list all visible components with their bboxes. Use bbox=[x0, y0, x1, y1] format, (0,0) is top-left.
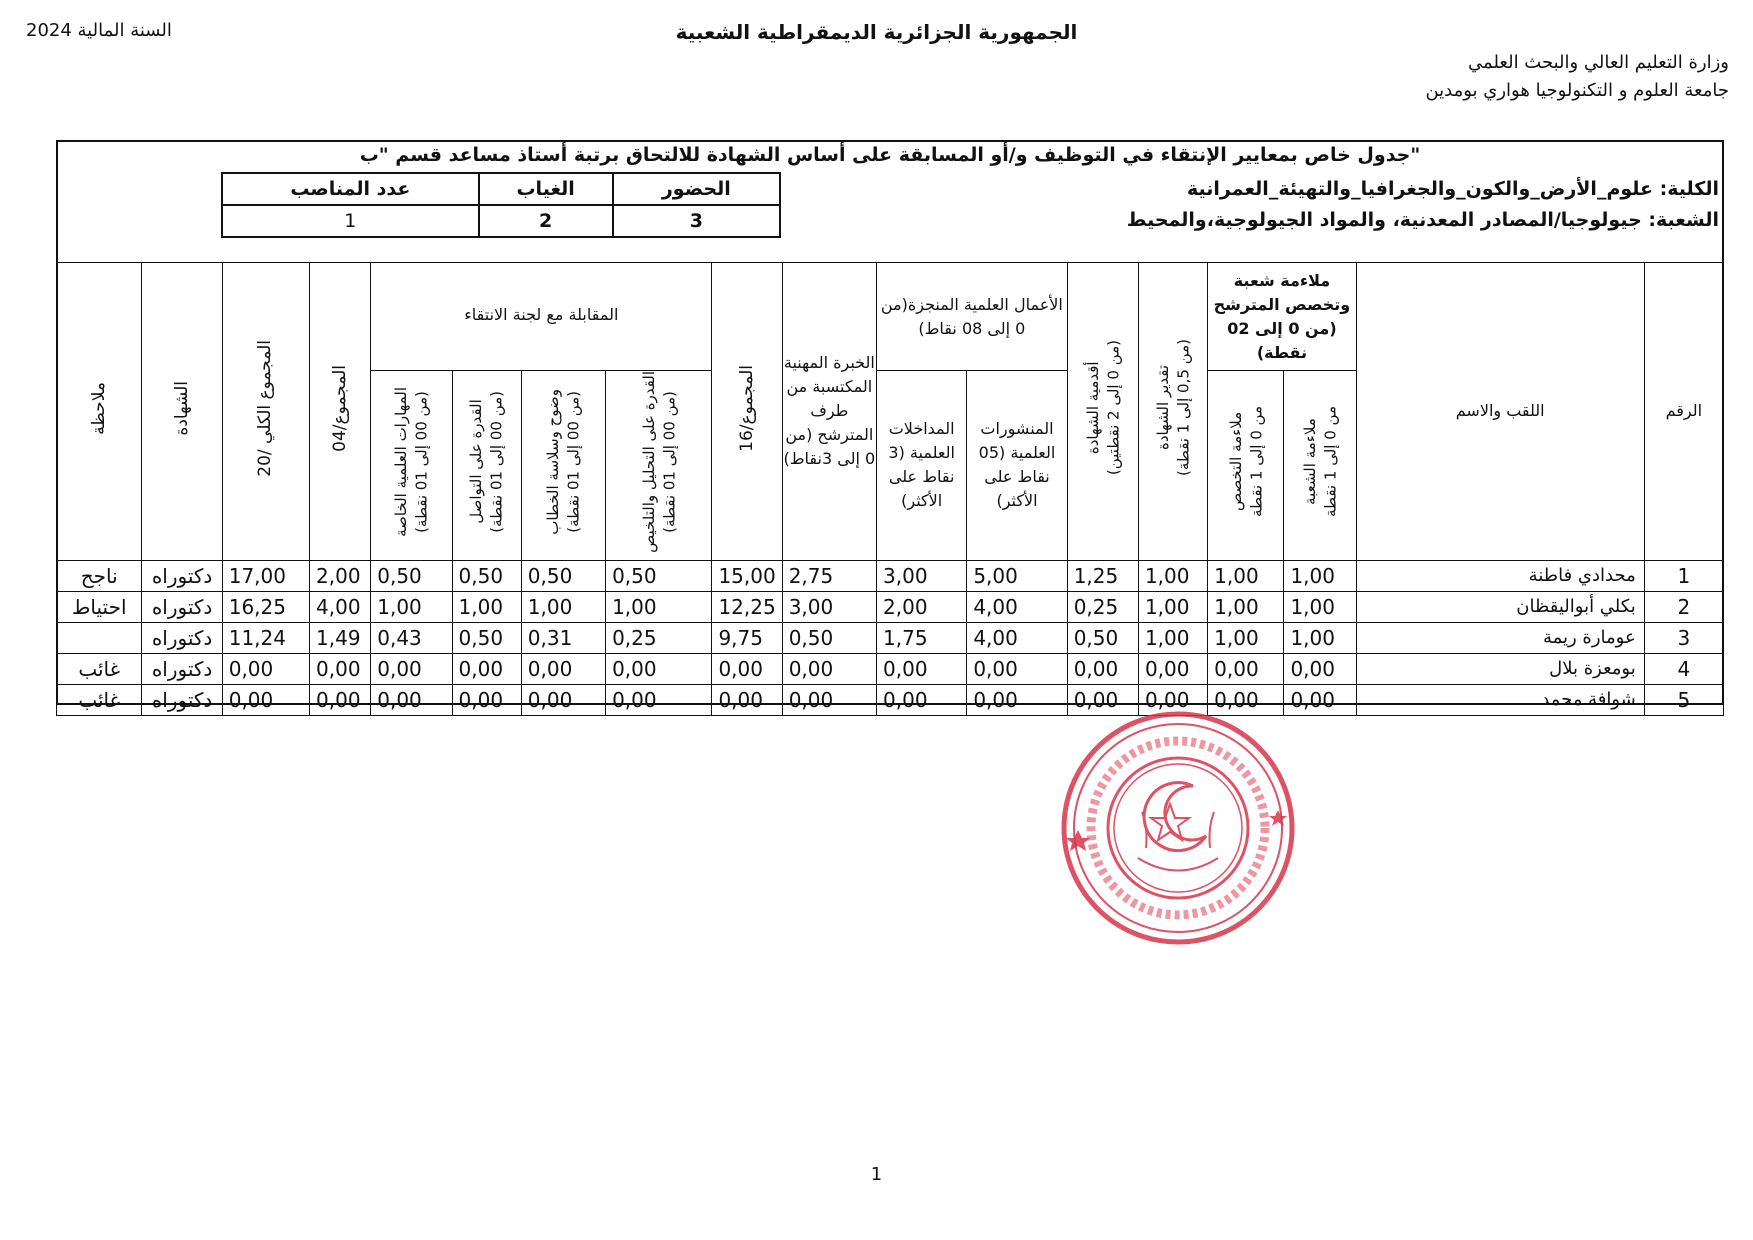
faculty-line bbox=[1187, 178, 1719, 200]
cell-total04: 4,00 bbox=[310, 591, 371, 622]
cell-total16: 9,75 bbox=[712, 622, 782, 653]
attendance-table bbox=[221, 172, 781, 238]
cell-seniority: 0,00 bbox=[1067, 684, 1138, 715]
cell-communication: 0,00 bbox=[452, 684, 521, 715]
cell-num: 1 bbox=[1644, 560, 1723, 591]
table-row bbox=[57, 653, 1724, 684]
col-communications: المداخلات العلمية (3 نقاط على الأكثر) bbox=[877, 371, 967, 561]
col-suitability-group: ملاءمة شعبة وتخصص المترشح (من 0 إلى 02 نقطة) bbox=[1208, 263, 1357, 371]
cell-suit-spec: 0,00 bbox=[1208, 653, 1284, 684]
col-communication: القدرة على التواصل (من 00 إلى 01 نقطة) bbox=[467, 391, 506, 533]
cell-clarity: 0,31 bbox=[521, 622, 605, 653]
cell-analysis: 0,50 bbox=[606, 560, 712, 591]
cell-skills: 0,00 bbox=[371, 684, 452, 715]
cell-suit-branch: 1,00 bbox=[1284, 591, 1356, 622]
cell-suit-branch: 0,00 bbox=[1284, 653, 1356, 684]
cell-degree: دكتوراه bbox=[142, 591, 222, 622]
cell-publications: 5,00 bbox=[967, 560, 1067, 591]
cell-clarity: 0,00 bbox=[521, 653, 605, 684]
cell-total16: 0,00 bbox=[712, 653, 782, 684]
absent-label: الغياب bbox=[479, 173, 613, 205]
fiscal-year: السنة المالية 2024 bbox=[26, 20, 172, 41]
cell-suit-spec: 1,00 bbox=[1208, 622, 1284, 653]
cell-seniority: 1,25 bbox=[1067, 560, 1138, 591]
col-suit-branch: ملاءمة الشعبة من 0 إلى 1 نقطة bbox=[1300, 406, 1340, 518]
cell-skills: 1,00 bbox=[371, 591, 452, 622]
table-row bbox=[57, 591, 1724, 622]
table-row bbox=[57, 560, 1724, 591]
cell-note bbox=[57, 622, 142, 653]
cell-total16: 15,00 bbox=[712, 560, 782, 591]
cell-publications: 4,00 bbox=[967, 622, 1067, 653]
cell-total04: 2,00 bbox=[310, 560, 371, 591]
cell-analysis: 0,00 bbox=[606, 653, 712, 684]
col-analysis: القدرة على التحليل والتلخيص (من 00 إلى 01 نقطة) bbox=[639, 371, 678, 553]
cell-analysis: 0,25 bbox=[606, 622, 712, 653]
cell-name: بكلي أبواليقظان bbox=[1356, 591, 1644, 622]
cell-communications: 3,00 bbox=[877, 560, 967, 591]
cell-degree: دكتوراه bbox=[142, 622, 222, 653]
col-num: الرقم bbox=[1644, 263, 1723, 561]
cell-clarity: 0,00 bbox=[521, 684, 605, 715]
cell-name: شوافة محمد bbox=[1356, 684, 1644, 715]
cell-communication: 1,00 bbox=[452, 591, 521, 622]
col-clarity: وضوح وسلاسة الخطاب (من 00 إلى 01 نقطة) bbox=[544, 389, 583, 535]
cell-suit-spec: 0,00 bbox=[1208, 684, 1284, 715]
faculty-label: الكلية: bbox=[1659, 178, 1719, 200]
cell-total20: 16,25 bbox=[222, 591, 309, 622]
table-title: جدول خاص بمعايير الإنتقاء في التوظيف و/أو المسابقة على أساس الشهادة للالتحاق برتبة أستاذ مساعد قسم "ب" bbox=[359, 144, 1421, 166]
col-sci-group: الأعمال العلمية المنجزة(من 0 إلى 08 نقاط) bbox=[877, 263, 1068, 371]
cell-note: ناجح bbox=[57, 560, 142, 591]
col-total16: المجموع/16 bbox=[736, 364, 757, 452]
col-name: اللقب والاسم bbox=[1356, 263, 1644, 561]
col-experience: الخبرة المهنية المكتسبة من طرف المترشح (من 0 إلى 3نقاط) bbox=[782, 263, 876, 561]
cell-clarity: 0,50 bbox=[521, 560, 605, 591]
branch-value: جيولوجيا/المصادر المعدنية، والمواد الجيولوجية،والمحيط bbox=[1126, 209, 1642, 231]
cell-total16: 0,00 bbox=[712, 684, 782, 715]
posts-count: 1 bbox=[222, 205, 479, 237]
cell-seniority: 0,00 bbox=[1067, 653, 1138, 684]
cell-communications: 0,00 bbox=[877, 684, 967, 715]
cell-suit-spec: 1,00 bbox=[1208, 591, 1284, 622]
cell-grade: 1,00 bbox=[1138, 622, 1207, 653]
cell-num: 5 bbox=[1644, 684, 1723, 715]
col-total20: المجموع الكلي /20 bbox=[255, 339, 276, 477]
cell-total04: 1,49 bbox=[310, 622, 371, 653]
branch-label: الشعبة: bbox=[1648, 209, 1719, 231]
cell-experience: 0,00 bbox=[782, 684, 876, 715]
posts-label: عدد المناصب bbox=[222, 173, 479, 205]
col-degree: الشهادة bbox=[171, 380, 192, 436]
results-table bbox=[56, 262, 1724, 716]
cell-publications: 0,00 bbox=[967, 684, 1067, 715]
col-note: ملاحظة bbox=[88, 381, 109, 435]
table-row bbox=[57, 622, 1724, 653]
official-stamp-icon bbox=[1058, 708, 1298, 948]
cell-total20: 0,00 bbox=[222, 653, 309, 684]
cell-degree: دكتوراه bbox=[142, 560, 222, 591]
cell-seniority: 0,25 bbox=[1067, 591, 1138, 622]
col-publications: المنشورات العلمية (05 نقاط على الأكثر) bbox=[967, 371, 1067, 561]
cell-grade: 1,00 bbox=[1138, 560, 1207, 591]
present-count: 3 bbox=[613, 205, 780, 237]
cell-suit-spec: 1,00 bbox=[1208, 560, 1284, 591]
cell-name: محدادي فاطنة bbox=[1356, 560, 1644, 591]
cell-note: احتياط bbox=[57, 591, 142, 622]
cell-skills: 0,43 bbox=[371, 622, 452, 653]
cell-communications: 0,00 bbox=[877, 653, 967, 684]
table-row bbox=[57, 684, 1724, 715]
cell-num: 3 bbox=[1644, 622, 1723, 653]
branch-line bbox=[1127, 209, 1719, 231]
cell-suit-branch: 0,00 bbox=[1284, 684, 1356, 715]
col-seniority: أقدمية الشهادة (من 0 إلى 2 نقطتين) bbox=[1083, 340, 1122, 476]
cell-skills: 0,50 bbox=[371, 560, 452, 591]
cell-total20: 0,00 bbox=[222, 684, 309, 715]
cell-communication: 0,50 bbox=[452, 622, 521, 653]
cell-experience: 0,50 bbox=[782, 622, 876, 653]
cell-total16: 12,25 bbox=[712, 591, 782, 622]
cell-name: بومعزة بلال bbox=[1356, 653, 1644, 684]
cell-seniority: 0,50 bbox=[1067, 622, 1138, 653]
cell-communication: 0,00 bbox=[452, 653, 521, 684]
cell-degree: دكتوراه bbox=[142, 684, 222, 715]
cell-suit-branch: 1,00 bbox=[1284, 622, 1356, 653]
ministry-name: وزارة التعليم العالي والبحث العلمي bbox=[1468, 52, 1729, 73]
cell-analysis: 0,00 bbox=[606, 684, 712, 715]
university-name: جامعة العلوم و التكنولوجيا هواري بومدين bbox=[1425, 80, 1729, 101]
cell-grade: 0,00 bbox=[1138, 684, 1207, 715]
cell-note: غائب bbox=[57, 684, 142, 715]
absent-count: 2 bbox=[479, 205, 613, 237]
cell-publications: 4,00 bbox=[967, 591, 1067, 622]
cell-suit-branch: 1,00 bbox=[1284, 560, 1356, 591]
cell-note: غائب bbox=[57, 653, 142, 684]
cell-grade: 0,00 bbox=[1138, 653, 1207, 684]
cell-experience: 3,00 bbox=[782, 591, 876, 622]
col-grade: تقدير الشهادة (من 0,5 إلى 1 نقطة) bbox=[1153, 339, 1193, 477]
cell-degree: دكتوراه bbox=[142, 653, 222, 684]
present-label: الحضور bbox=[613, 173, 780, 205]
cell-skills: 0,00 bbox=[371, 653, 452, 684]
cell-experience: 2,75 bbox=[782, 560, 876, 591]
col-suit-spec: ملاءمة التخصص من 0 إلى 1 نقطة bbox=[1226, 406, 1265, 518]
cell-publications: 0,00 bbox=[967, 653, 1067, 684]
cell-total04: 0,00 bbox=[310, 653, 371, 684]
cell-analysis: 1,00 bbox=[606, 591, 712, 622]
cell-grade: 1,00 bbox=[1138, 591, 1207, 622]
cell-experience: 0,00 bbox=[782, 653, 876, 684]
cell-name: عومارة ريمة bbox=[1356, 622, 1644, 653]
cell-total20: 11,24 bbox=[222, 622, 309, 653]
cell-num: 2 bbox=[1644, 591, 1723, 622]
cell-num: 4 bbox=[1644, 653, 1723, 684]
republic-title: الجمهورية الجزائرية الديمقراطية الشعبية bbox=[675, 20, 1078, 44]
col-skills: المهارات العلمية الخاصة (من 00 إلى 01 نقطة) bbox=[392, 386, 431, 537]
cell-communications: 2,00 bbox=[877, 591, 967, 622]
cell-clarity: 1,00 bbox=[521, 591, 605, 622]
col-interview-group: المقابلة مع لجنة الانتقاء bbox=[371, 263, 712, 371]
cell-communication: 0,50 bbox=[452, 560, 521, 591]
cell-total20: 17,00 bbox=[222, 560, 309, 591]
cell-total04: 0,00 bbox=[310, 684, 371, 715]
cell-communications: 1,75 bbox=[877, 622, 967, 653]
col-total04: المجموع/04 bbox=[329, 364, 350, 452]
faculty-value: علوم_الأرض_والكون_والجغرافيا_والتهيئة_العمرانية bbox=[1186, 178, 1654, 200]
page-number: 1 bbox=[870, 1164, 883, 1185]
